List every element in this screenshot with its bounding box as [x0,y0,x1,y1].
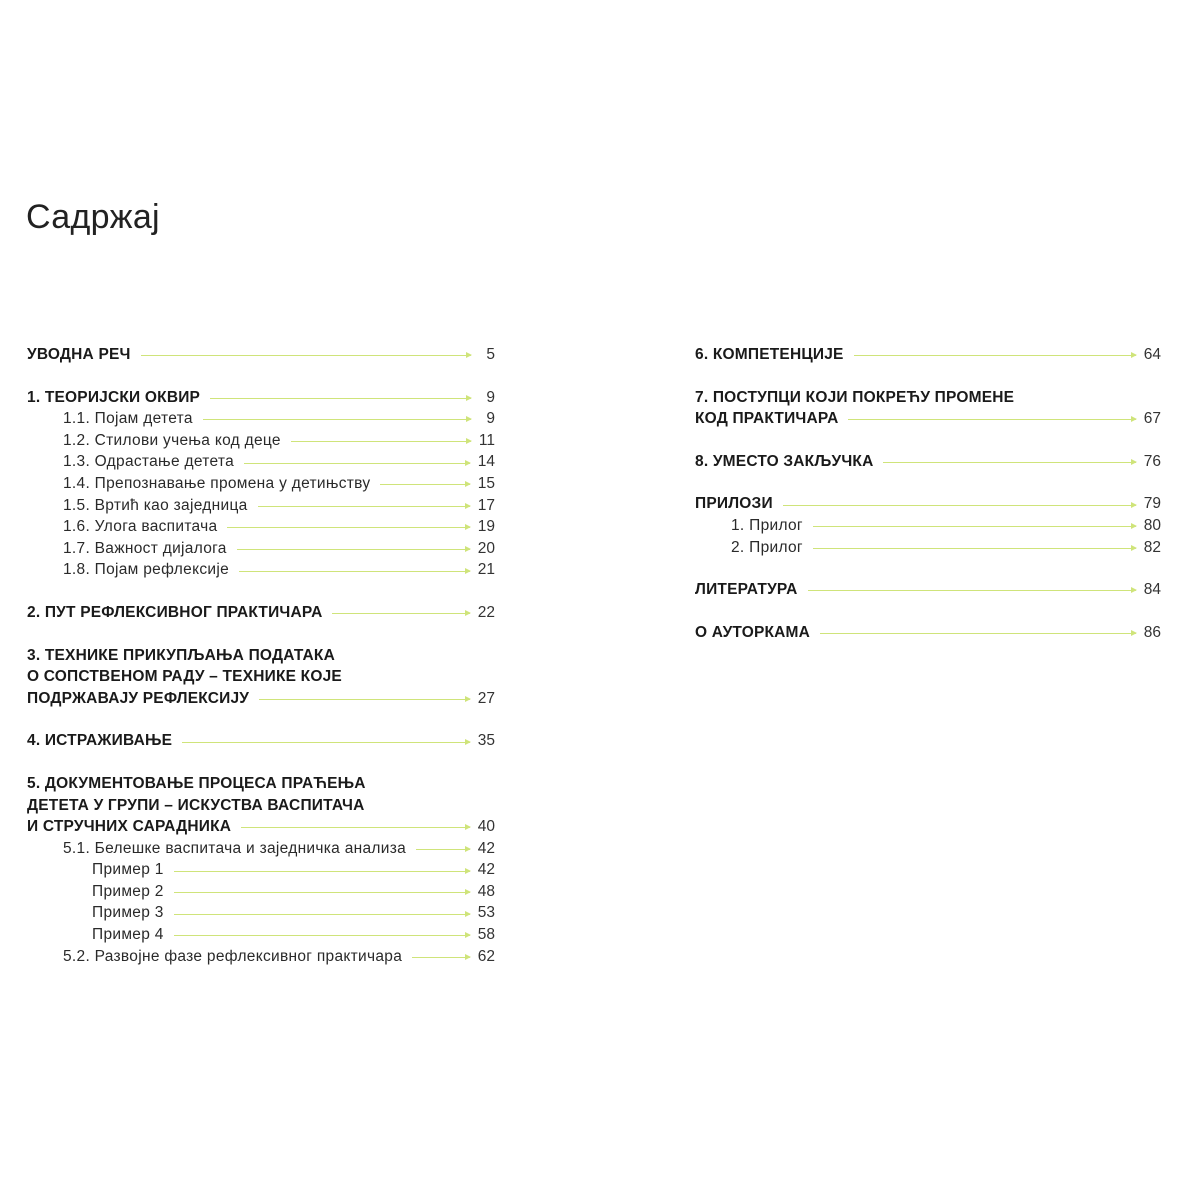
page-number: 82 [1143,538,1161,556]
leader-arrow [813,548,1136,549]
toc-entry-title: 1.2. Стилови учења код деце [63,431,281,449]
toc-entry-title: 1.3. Одрастање детета [63,453,235,471]
leader-arrow [210,398,471,399]
toc-entry-title: 2. Прилог [731,538,803,556]
leader-arrow [174,871,470,872]
leader-arrow [203,419,471,420]
leader-arrow [241,827,470,828]
page-number: 79 [1143,495,1161,513]
leader-arrow [174,914,470,915]
toc-entry [27,645,495,710]
toc-left-column [27,344,495,967]
toc-entry [695,622,1161,644]
toc-entry [695,344,1161,366]
page-number: 40 [477,818,495,836]
toc-entry [27,859,495,881]
toc-entry-title: ЛИТЕРАТУРА [695,581,798,599]
toc-entry-title: И СТРУЧНИХ САРАДНИКА [27,818,232,836]
toc-entry-title: 1.6. Улога васпитача [63,518,218,536]
page-number: 35 [477,732,495,750]
toc-entry-title: Пример 2 [92,882,164,900]
leader-arrow [239,571,470,572]
toc-entry [27,451,495,473]
leader-arrow [854,355,1136,356]
page-number: 11 [478,431,495,449]
page-number: 76 [1143,452,1161,470]
toc-entry [27,730,495,752]
leader-arrow [141,355,471,356]
toc-entry-title: КОД ПРАКТИЧАРА [695,410,839,428]
page-number: 9 [486,388,495,406]
toc-entry [27,516,495,538]
leader-arrow [380,484,469,485]
page-number: 62 [477,947,495,965]
toc-entry [695,451,1161,473]
page-number: 67 [1143,410,1161,428]
toc-entry-title: Пример 3 [92,904,164,922]
toc-entry-title: 8. УМЕСТО ЗАКЉУЧКА [695,452,874,470]
page-number: 84 [1143,581,1161,599]
page-number: 19 [477,518,495,536]
toc-entry-title: 3. ТЕХНИКЕ ПРИКУПЉАЊА ПОДАТАКА [27,646,335,664]
leader-arrow [227,527,469,528]
page-title: Садржај [26,198,160,236]
leader-arrow [174,892,470,893]
toc-entry [27,408,495,430]
toc-entry [27,387,495,409]
toc-entry-title: ПОДРЖАВАЈУ РЕФЛЕКСИЈУ [27,689,250,707]
page-number: 42 [477,839,495,857]
toc-entry [27,946,495,968]
toc-entry [695,515,1161,537]
leader-arrow [813,526,1136,527]
toc-entry-title: УВОДНА РЕЧ [27,346,131,363]
leader-arrow [808,590,1136,591]
page-number: 20 [477,539,495,557]
page-number: 17 [477,496,495,514]
toc-entry-title: 7. ПОСТУПЦИ КОЈИ ПОКРЕЋУ ПРОМЕНЕ [695,388,1015,406]
toc-entry-title: О СОПСТВЕНОМ РАДУ – ТЕХНИКЕ КОЈЕ [27,668,342,686]
page-number: 5 [486,346,495,363]
page-number: 48 [477,882,495,900]
toc-entry-title: ДЕТЕТА У ГРУПИ – ИСКУСТВА ВАСПИТАЧА [27,796,365,814]
toc-entry-title: 6. КОМПЕТЕНЦИЈЕ [695,346,844,363]
toc-entry [27,838,495,860]
leader-arrow [783,505,1136,506]
page-number: 64 [1143,346,1161,363]
toc-entry-title: 1.5. Вртић као заједница [63,496,248,514]
toc-entry [695,579,1161,601]
toc-entry-title: 1.7. Важност дијалога [63,539,227,557]
page-number: 27 [477,689,495,707]
leader-arrow [182,742,470,743]
leader-arrow [848,419,1135,420]
toc-entry [27,881,495,903]
toc-entry-title: ПРИЛОЗИ [695,495,773,513]
toc-entry-title: 2. ПУТ РЕФЛЕКСИВНОГ ПРАКТИЧАРА [27,603,323,621]
page-number: 42 [477,861,495,879]
toc-entry [695,493,1161,515]
page-number: 86 [1143,623,1161,641]
toc-entry [27,902,495,924]
leader-arrow [416,849,470,850]
toc-right-column [695,344,1161,643]
page-number: 80 [1143,516,1161,534]
page-number: 53 [477,904,495,922]
toc-entry [27,344,495,366]
leader-arrow [258,506,470,507]
toc-entry-title: Пример 4 [92,926,164,944]
leader-arrow [237,549,470,550]
leader-arrow [412,957,470,958]
leader-arrow [291,441,471,442]
toc-entry [695,387,1161,430]
leader-arrow [332,613,469,614]
page-number: 9 [486,410,495,428]
leader-arrow [883,462,1135,463]
toc-entry-title: О АУТОРКАМА [695,623,811,641]
toc-entry [695,537,1161,559]
page-number: 21 [477,561,495,579]
toc-entry [27,924,495,946]
page-number: 15 [477,474,495,492]
leader-arrow [259,699,470,700]
toc-entry-title: 1.1. Појам детета [63,410,193,428]
toc-entry-title: 1.8. Појам рефлексије [63,561,229,579]
toc-entry [27,773,495,838]
toc-entry [27,559,495,581]
toc-entry-title: Пример 1 [92,861,164,879]
leader-arrow [244,463,470,464]
leader-arrow [820,633,1136,634]
page-number: 14 [477,453,495,471]
toc-entry [27,473,495,495]
toc-entry-title: 5.1. Белешке васпитача и заједничка анализа [63,839,407,857]
leader-arrow [174,935,470,936]
page-number: 22 [477,603,495,621]
toc-entry-title: 5.2. Развојне фазе рефлексивног практичара [63,947,403,965]
toc-entry [27,430,495,452]
toc-entry-title: 4. ИСТРАЖИВАЊЕ [27,732,173,750]
toc-entry [27,538,495,560]
toc-entry-title: 1.4. Препознавање промена у детињству [63,474,371,492]
toc-entry-title: 5. ДОКУМЕНТОВАЊЕ ПРОЦЕСА ПРАЋЕЊА [27,774,366,792]
page-number: 58 [477,926,495,944]
toc-entry [27,495,495,517]
toc-entry-title: 1. ТЕОРИЈСКИ ОКВИР [27,388,201,406]
toc-entry-title: 1. Прилог [731,516,803,534]
toc-entry [27,602,495,624]
